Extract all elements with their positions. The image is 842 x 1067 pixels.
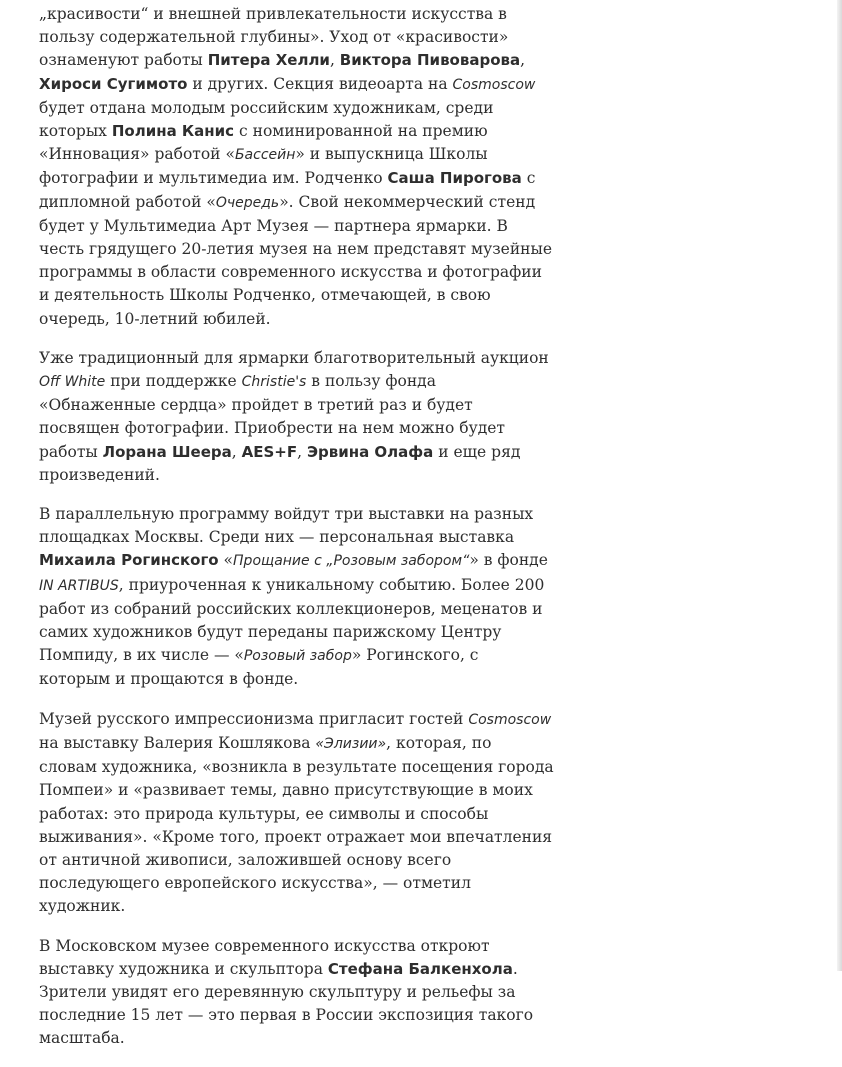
bold-name: Михаила Рогинского	[39, 551, 219, 570]
italic-title: Cosmoscow	[468, 711, 552, 728]
italic-title: «Элизии»	[315, 735, 387, 752]
paragraph-text: » Рогинского, с которым и прощаются в фонде.	[39, 646, 479, 689]
paragraph-text: ,	[329, 51, 340, 70]
paragraph	[39, 708, 554, 919]
bold-name: AES+F	[241, 442, 298, 461]
italic-title: Бассейн	[234, 147, 296, 164]
bold-name: Стефана Балкенхола	[327, 959, 513, 978]
paragraph-text: „красивости“ и внешней привлекательности искусства в пользу содержательной глубины». Уход от «красивости» ознаменуют работы	[39, 5, 509, 70]
bold-name: Полина Канис	[111, 122, 235, 141]
bold-name: Саша Пирогова	[387, 169, 522, 188]
paragraph-text: Уже традиционный для ярмарки благотворительный аукцион	[39, 348, 549, 367]
italic-title: Очередь	[215, 194, 280, 211]
paragraph-text: В Московском музее современного искусства откроют выставку художника и скульптора	[39, 936, 490, 978]
paragraph-text: с номинированной на премию «Инновация» работой «	[39, 122, 488, 164]
paragraph-text: , приуроченная к уникальному событию. Более 200 работ из собраний российских коллекционеров, меценатов и самих художников будут переданы парижскому Центру Помпиду, в их числе — «	[39, 575, 545, 665]
italic-title: Christie's	[241, 374, 307, 391]
paragraph-text: » и выпускница Школы фотографии и мультимедиа им. Родченко	[39, 145, 488, 188]
paragraph-text: ,	[297, 442, 307, 461]
paragraph-text: Музей русского импрессионизма пригласит гостей	[39, 709, 469, 728]
paragraph	[39, 3, 554, 331]
paragraph-text: и других. Секция видеоарта на	[187, 74, 453, 93]
bold-name: Питера Хелли	[207, 51, 330, 70]
paragraph-text: «	[218, 551, 234, 570]
paragraph-text: на выставку Валерия Кошлякова	[39, 733, 316, 752]
paragraph-text: В параллельную программу войдут три выставки на разных площадках Москвы. Среди них — персональная выставка	[39, 505, 534, 547]
paragraph	[39, 347, 554, 487]
paragraph-text: ». Свой некоммерческий стенд будет у Мультимедиа Арт Музея — партнера ярмарки. В честь грядущего 20-летия музея на нем представят музейные программы в области современного искусства и фотографии и деятельность Школы Родченко, отмечающей, в свою очередь, 10-летний юбилей.	[39, 192, 553, 328]
paragraph	[39, 503, 554, 692]
paragraph-text: в пользу фонда «Обнаженные сердца» пройдет в третий раз и будет посвящен фотографии. Приобрести на нем можно будет работы	[39, 372, 505, 461]
bold-name: Виктора Пивоварова	[339, 51, 521, 70]
paragraph-text: ,	[231, 442, 242, 461]
bold-name: Хироси Сугимото	[39, 74, 188, 93]
bold-name: Лорана Шеера	[102, 442, 232, 461]
paragraph	[39, 935, 554, 1051]
paragraph-text: при поддержке	[105, 372, 242, 391]
article-body	[39, 3, 554, 1067]
paragraph-text: с дипломной работой «	[39, 169, 536, 211]
italic-title: Прощание с „Розовым забором“	[233, 553, 470, 570]
paragraph-text: » в фонде	[469, 551, 548, 570]
paragraph-text: и еще ряд произведений.	[39, 442, 521, 484]
italic-title: IN ARTIBUS	[39, 577, 119, 594]
paragraph-text: ,	[520, 51, 526, 70]
window-edge	[837, 0, 842, 971]
bold-name: Эрвина Олафа	[306, 442, 434, 461]
paragraph-text: . Зрители увидят его деревянную скульптуру и рельефы за последние 15 лет — это первая в России экспозиция такого масштаба.	[39, 959, 534, 1048]
italic-title: Off White	[39, 374, 106, 391]
paragraph-text: , которая, по словам художника, «возникла в результате посещения города Помпеи» и «развивает темы, давно присутствующие в моих работах: это природа культуры, ее символы и способы выживания». «Кроме того, проект отражает мои впечатления от античной живописи, заложившей основу всего последующего европейского искусства», — отметил художник.	[39, 733, 554, 916]
italic-title: Розовый забор	[243, 648, 352, 665]
italic-title: Cosmoscow	[452, 76, 536, 93]
paragraph-text: будет отдана молодым российским художникам, среди которых	[39, 98, 494, 141]
